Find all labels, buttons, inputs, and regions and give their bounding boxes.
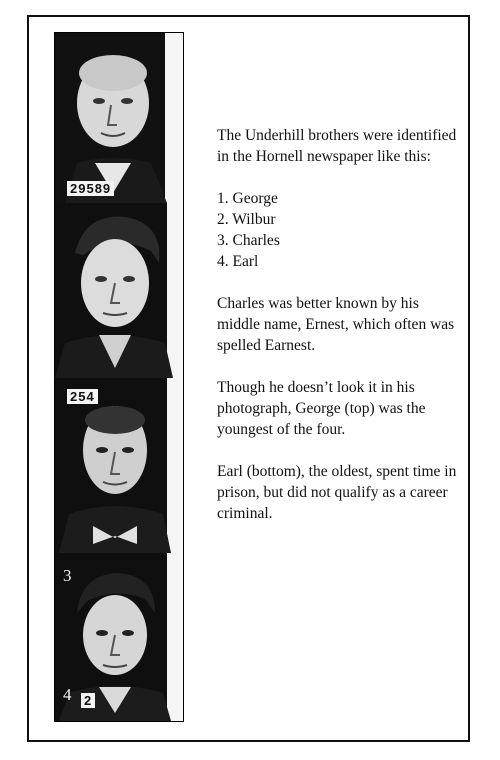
photo-number: 3 [63, 566, 72, 585]
mugshot-earl [55, 553, 183, 721]
mugshot-strip [54, 32, 184, 722]
paragraph-charles: Charles was better known by his middle name, Ernest, which often was spelled Earnest. [217, 295, 455, 354]
paragraph-earl: Earl (bottom), the oldest, spent time in prison, but did not qualify as a career criminal. [217, 463, 457, 522]
list-item: 3. Charles [217, 232, 280, 249]
mugshot-george [55, 33, 183, 203]
names-list [217, 188, 457, 272]
mugshot-charles [55, 378, 183, 553]
list-item: 1. George [217, 190, 278, 207]
list-item: 4. Earl [217, 253, 259, 270]
plate-number: 29589 [67, 181, 114, 196]
photo-number: 4 [63, 685, 72, 704]
paragraph-george: Though he doesn’t look it in his photograph, George (top) was the youngest of the four. [217, 379, 426, 438]
mugshot-wilbur [55, 203, 183, 378]
caption-text [217, 125, 457, 545]
plate-number: 2 [81, 693, 95, 708]
plate-number: 254 [67, 389, 98, 404]
intro-paragraph: The Underhill brothers were identified in the Hornell newspaper like this: [217, 127, 457, 165]
list-item: 2. Wilbur [217, 211, 276, 228]
